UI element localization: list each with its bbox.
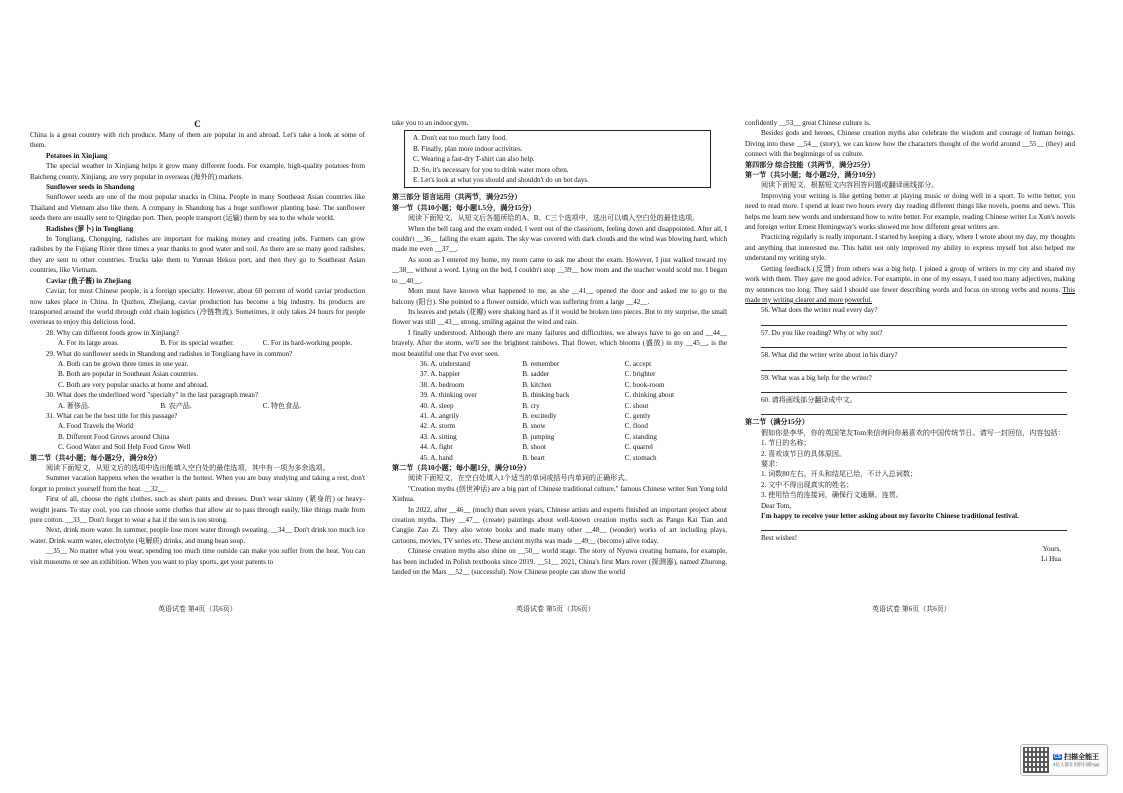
watermark-text bbox=[1053, 752, 1100, 768]
word-option: 42. A. storm bbox=[420, 422, 456, 431]
page-6-column bbox=[745, 118, 1075, 608]
word-option: B. cry bbox=[522, 401, 540, 410]
box-option-c: C. Wearing a fast-dry T-shirt can also help. bbox=[413, 155, 535, 164]
word-bank bbox=[392, 359, 727, 463]
question-30: 30. What does the underlined word "specialty" in the last paragraph mean? bbox=[46, 391, 259, 400]
word-option: C. quarrel bbox=[624, 443, 654, 452]
reading-paragraph: Practicing regularly is really important. I started by keeping a diary, where I wrote about my day, my thoughts and anything that interested me. This habit not only improved my ability to express myself but also helped me understand my writing style. bbox=[745, 233, 1075, 263]
reading-paragraph: Improving your writing is like getting better at playing music or doing well in a sport. To write better, you need to read more. I spend at least two hours every day reading different things like novels, poems and news. This helps me learn new words and understand how to write better. For example, reading Chinese writer Lu Xun's novels and foreign writer Ernest Hemingway's works showed me how different great writers are. bbox=[745, 191, 1075, 232]
cloze-paragraph: I finally understood. Although there are many failures and difficulties, we always have to go on and __44__ bravely. After the storm, we'll see the brightest rainbows. That flower, which blooms (盛放) in my __45__, is the most beautiful one that I've ever seen. bbox=[392, 328, 727, 358]
question-29: 29. What do sunflower seeds in Shandong and radishes in Tongliang have in common? bbox=[46, 349, 293, 358]
section-letter: C bbox=[194, 119, 201, 129]
word-option: B. snow bbox=[522, 422, 546, 431]
question-31: 31. What can be the best title for this passage? bbox=[46, 411, 178, 420]
word-option: C. standing bbox=[624, 432, 657, 441]
passage-heading: Sunflower seeds in Shandong bbox=[46, 183, 135, 192]
option-a: A. 奢侈品. bbox=[58, 401, 90, 410]
requirement: 3. 使用恰当的连接词，确保行文通顺、连贯。 bbox=[761, 491, 903, 500]
question-60: 60. 请将画线部分翻译成中文。 bbox=[761, 395, 857, 404]
section-heading: 第一节（共5小题；每小题2分，满分10分） bbox=[745, 171, 880, 180]
options-28 bbox=[30, 338, 365, 348]
part-heading: 第四部分 综合技能（共两节，满分25分） bbox=[745, 160, 875, 169]
question-59: 59. What was a big help for the writer? bbox=[761, 373, 872, 382]
letter-signature: Li Hua bbox=[1041, 555, 1061, 564]
word-option: C. accept bbox=[624, 359, 652, 368]
option-b: B. 农产品. bbox=[160, 401, 192, 410]
grammar-paragraph: "Creation myths (创世神话) are a big part of Chinese traditional culture," famous Chinese writer Sun Yong told Xinhua. bbox=[392, 484, 727, 504]
word-option: C. flood bbox=[624, 422, 648, 431]
answer-line[interactable] bbox=[761, 383, 1067, 393]
cloze-paragraph: When the bell rang and the exam ended, I went out of the classroom, feeling down and disappointed. After all, I couldn't __36__ failing the exam again. The sky was covered with dark clouds and the wind was blowing hard, which made me even __37__. bbox=[392, 224, 727, 254]
letter-opening: I'm happy to receive your letter asking about my favorite Chinese traditional festival. bbox=[761, 512, 1019, 520]
writing-line[interactable] bbox=[761, 521, 1067, 531]
letter-salutation: Dear Tom, bbox=[761, 501, 792, 510]
section-heading: 第二节（满分15分） bbox=[745, 418, 809, 427]
passage-heading: Potatoes in Xinjiang bbox=[46, 151, 108, 160]
section-heading: 第二节（共4小题；每小题2分，满分8分） bbox=[30, 453, 162, 462]
passage-heading: Caviar (鱼子酱) in Zhejiang bbox=[46, 276, 132, 285]
word-option: B. kitchen bbox=[522, 380, 552, 389]
requirement: 1. 词数80左右。开头和结尾已给，不计入总词数； bbox=[761, 470, 918, 479]
passage-paragraph: First of all, choose the right clothes, such as short pants and dresses. Don't wear skinny (紧身的) or heavy-weight jeans. To stay cool, you can choose some clothes that allow air to pass through easily, like things made from pure cotton. __33__ Don't forget to wear a hat if the sun is too strong. bbox=[30, 495, 365, 525]
question-58: 58. What did the writer write about in his diary? bbox=[761, 351, 898, 360]
word-option: B. thinking back bbox=[522, 391, 570, 400]
answer-line[interactable] bbox=[761, 361, 1067, 371]
word-option: 37. A. happier bbox=[420, 370, 461, 379]
passage-paragraph: Sunflower seeds are one of the most popular snacks in China. People in many Southeast Asian countries like Thailand and Vietnam also like them. A company in Shandong has a huge sunflower planting base. The sunflower seeds there are usually sent to Qingdao port. Then, people transport (运输) them by sea to the whole world. bbox=[30, 193, 365, 223]
cs-logo-icon: CS bbox=[1054, 754, 1061, 760]
word-option: B. shoot bbox=[522, 443, 546, 452]
part-heading: 第三部分 语言运用（共两节，满分25分） bbox=[392, 193, 522, 202]
requirement: 2. 文中不得出现真实的姓名； bbox=[761, 480, 854, 489]
word-option: B. jumping bbox=[522, 432, 555, 441]
passage-paragraph: Caviar, for most Chinese people, is a foreign specialty. However, about 60 percent of world caviar production now takes place in China. In Quzhou, Zhejiang, caviar production has become a big industry. Its products are transported around the world through cold chain logistics (冷链物流). Sometimes, it only takes 24 hours for people overseas to enjoy this delicious food. bbox=[30, 287, 365, 327]
reading-text: Getting feedback (反馈) from others was a big help. I joined a group of writers in my city and shared my work with them. They gave me good advice. For example, in one of my essays, I used too many adjectives, making my sentences too long. They said I should use fewer describing words and focus on strong verbs and nouns. bbox=[745, 264, 1075, 294]
option-a: A. Food Travels the World bbox=[58, 422, 134, 431]
options-box bbox=[404, 130, 711, 188]
options-30 bbox=[30, 401, 365, 411]
requirement: 2. 喜欢该节日的具体原因。 bbox=[761, 449, 847, 458]
word-option: 38. A. bedroom bbox=[420, 380, 465, 389]
section-heading: 第二节（共10小题；每小题1分，满分10分） bbox=[392, 464, 531, 472]
box-option-a: A. Don't eat too much fatty food. bbox=[413, 134, 507, 143]
answer-line[interactable] bbox=[761, 316, 1067, 326]
page-4-column bbox=[30, 118, 365, 608]
letter-yours: Yours, bbox=[1042, 544, 1061, 553]
option-c: C. Good Water and Soil Help Food Grow Well bbox=[58, 443, 191, 452]
word-option: C. brighter bbox=[624, 370, 656, 379]
question-28: 28. Why can different foods grow in Xinjiang? bbox=[46, 328, 179, 337]
answer-line[interactable] bbox=[761, 405, 1067, 415]
option-b: B. Different Food Grows around China bbox=[58, 432, 170, 441]
box-option-d: D. So, it's necessary for you to drink water more often. bbox=[413, 165, 569, 174]
option-c: C. 特色食品. bbox=[262, 401, 302, 410]
passage-paragraph: Summer vacation happens when the weather is the hottest. When you are busy studying and taking a rest, don't forget to protect yourself from the heat. __32__ bbox=[30, 474, 365, 493]
passage-paragraph: In Tongliang, Chongqing, radishes are important for making money and creating jobs. Farmers can grow radishes by the Fujiang River three times a year thanks to good water and soil. As there are so many good radishes, they are sent to other countries. Trucks take them to Yunnan Hekou port, and then they go to Southeast Asian countries, like Vietnam. bbox=[30, 235, 365, 275]
scanner-watermark bbox=[1020, 744, 1108, 776]
passage-continuation: confidently __53__ great Chinese culture is. bbox=[745, 119, 871, 127]
word-option: 44. A. fight bbox=[420, 443, 453, 452]
grammar-paragraph: Chinese creation myths also shine on __50__ world stage. The story of Nyuwa creating humans, for example, has been included in Polish textbooks since 2019. __51__ 2021, China's first Mars rover (探测器), named Zhurong, landed on the Mars __52__ (successful). Now Chinese people can show the world bbox=[392, 547, 727, 577]
word-option: B. heart bbox=[522, 453, 545, 462]
passage-paragraph: __35__ No matter what you wear, spending too much time outside can make you suffer from the heat. You can visit museums or see an exhibition. When you want to play sports, get your parents to bbox=[30, 547, 365, 566]
watermark-app-name: 扫描全能王 bbox=[1063, 754, 1099, 761]
cloze-paragraph: As soon as I entered my home, my mom came to ask me about the exam. However, I just walked toward my __38__ without a word. Lying on the bed, I couldn't stop __39__ how mom and the teacher would scold me. I began to __40__. bbox=[392, 255, 727, 285]
page-footer: 英语试卷 第4页（共6页） bbox=[158, 605, 237, 613]
word-option: 40. A. sleep bbox=[420, 401, 454, 410]
section-instructions: 阅读下面短文，从短文后的选项中选出能填入空白处的最佳选项，其中有一项为多余选项。 bbox=[46, 464, 330, 472]
word-option: C. gently bbox=[624, 411, 651, 420]
option-a: A. Both can be grown three times in one year. bbox=[58, 359, 189, 368]
option-a: A. For its large areas. bbox=[58, 339, 119, 348]
question-57: 57. Do you like reading? Why or why not? bbox=[761, 328, 883, 337]
option-c: C. Both are very popular snacks at home and abroad. bbox=[58, 380, 209, 389]
section-instructions: 阅读下面短文，从短文后各题所给的A、B、C三个选项中，选出可以填入空白处的最佳选项。 bbox=[408, 214, 700, 223]
word-option: 43. A. sitting bbox=[420, 432, 457, 441]
cloze-paragraph: Its leaves and petals (花瓣) were shaking hard as if it would be broken into pieces. But to my surprise, the small flower was still __43__ strong, smiling against the wind and rain. bbox=[392, 307, 727, 327]
requirement-title: 要求： bbox=[761, 459, 783, 468]
word-option: C. book-room bbox=[624, 380, 665, 389]
passage-paragraph: Next, drink more water. In summer, people lose more water through sweating. __34__ Don't drink too much ice water. Drink warm water, electrolyte (电解质) drinks, and mung bean soup. bbox=[30, 526, 365, 545]
word-option: B. sadder bbox=[522, 370, 550, 379]
section-instructions: 阅读下面短文，根据短文内容回答问题或翻译画线部分。 bbox=[761, 181, 939, 190]
word-option: C. stomach bbox=[624, 453, 657, 462]
passage-paragraph: The special weather in Xinjiang helps it grow many different foods. For example, high-quality potatoes from Baicheng county, Xinjiang, are very popular in overseas (海外的) markets. bbox=[30, 162, 365, 181]
qr-code-icon bbox=[1023, 747, 1049, 773]
cloze-paragraph: Mom must have known what happened to me, as she __41__ opened the door and asked me to go to the balcony (阳台). She pointed to a flower outside, which was suffering from a large __42__. bbox=[392, 287, 727, 306]
page-5-column bbox=[392, 118, 727, 608]
word-option: 45. A. hand bbox=[420, 453, 453, 462]
passage-heading: Radishes (萝卜) in Tongliang bbox=[46, 224, 134, 233]
word-option: 39. A. thinking over bbox=[420, 391, 477, 400]
question-56: 56. What does the writer read every day? bbox=[761, 306, 878, 315]
word-option: B. excitedly bbox=[522, 411, 557, 420]
letter-closing: Best wishes! bbox=[761, 534, 798, 543]
option-b: B. For its special weather. bbox=[160, 339, 235, 348]
requirement: 1. 节日的名称； bbox=[761, 439, 811, 448]
page-footer: 英语试卷 第5页（共6页） bbox=[516, 605, 595, 613]
passage-intro: China is a great country with rich produce. Many of them are popular in and abroad. Let's take a look at some of them. bbox=[30, 131, 365, 150]
box-option-e: E. Let's look at what you should and shouldn't do on hot days. bbox=[413, 176, 589, 185]
word-option: B. remember bbox=[522, 359, 560, 368]
section-heading: 第一节（共10小题；每小题1.5分，满分15分） bbox=[392, 203, 536, 212]
option-b: B. Both are popular in Southeast Asian countries. bbox=[58, 370, 199, 379]
passage-continuation: take you to an indoor gym. bbox=[392, 119, 469, 127]
grammar-paragraph: In 2022, after __46__ (much) than seven years, Chinese artists and experts finished an important project about creation myths. They __47__ (create) paintings about well-known creation myths such as Pangu Kai Tian and Cangjie Zao Zi. They also wrote books and made many other __48__ (wonder) works of art including plays, cartoons, movies, TV series etc. These ancient myths was made __49__ (become) alive today. bbox=[392, 505, 727, 545]
option-c: C. For its hard-working people. bbox=[262, 339, 353, 348]
box-option-b: B. Finally, plan more indoor activities. bbox=[413, 144, 523, 153]
section-instructions: 阅读下面短文，在空白处填入1个适当的单词或括号内单词的正确形式。 bbox=[408, 474, 632, 483]
word-option: C. shout bbox=[624, 401, 649, 410]
word-option: 36. A. understand bbox=[420, 359, 471, 368]
page-footer: 英语试卷 第6页（共6页） bbox=[872, 605, 951, 613]
reading-paragraph bbox=[745, 264, 1075, 306]
passage-paragraph: Besides gods and heroes, Chinese creation myths also celebrate the wisdom and courage of human beings. Diving into these __54__ (story), we can know how the characters thought of the world around __55__ (they) and connect with the beginnings of us culture. bbox=[745, 129, 1075, 159]
watermark-tagline: 3亿人都在用的扫描App bbox=[1053, 762, 1100, 767]
section-instructions: 假如你是李华，你的英国笔友Tom来信询问你最喜欢的中国传统节日。请写一封回信，内容包括： bbox=[761, 428, 1065, 437]
word-option: 41. A. angrily bbox=[420, 411, 460, 420]
answer-line[interactable] bbox=[761, 338, 1067, 348]
word-option: C. thinking about bbox=[624, 391, 675, 400]
watermark-name bbox=[1053, 752, 1100, 762]
underlined-sentence: This made my writing clearer and more powerful. bbox=[745, 285, 1075, 304]
